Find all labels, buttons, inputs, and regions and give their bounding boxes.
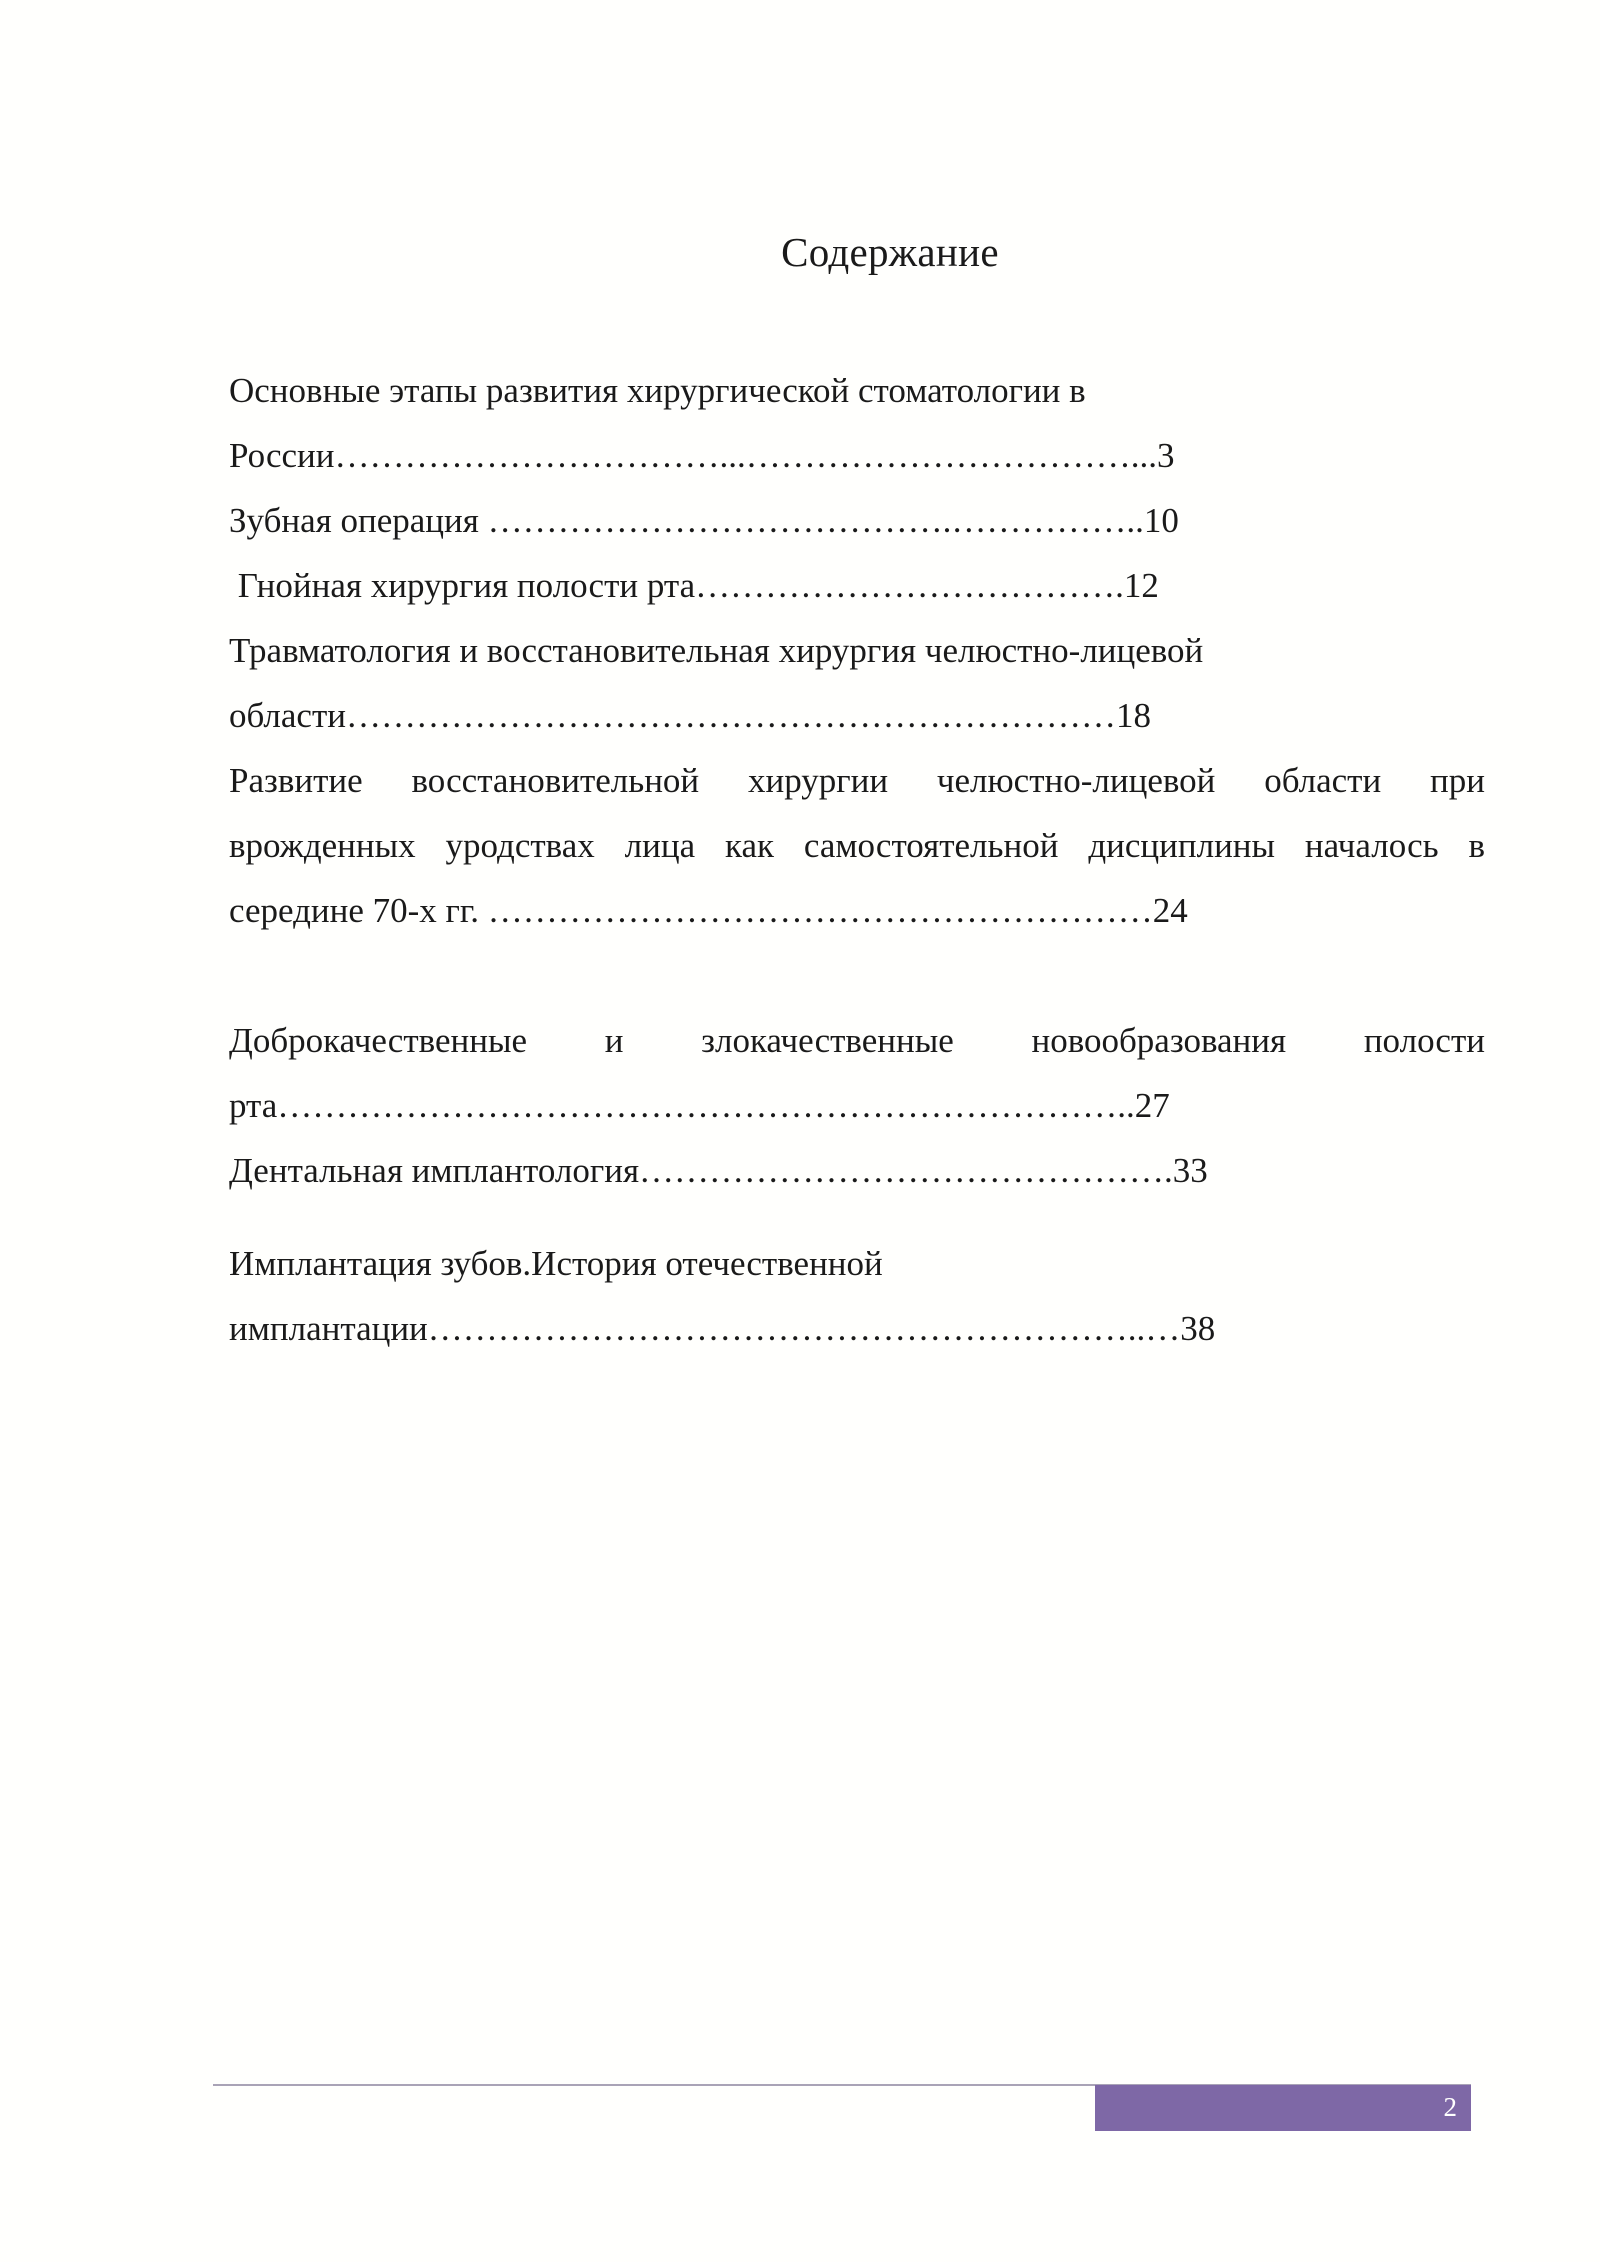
toc-line: Травматология и восстановительная хирургия челюстно-лицевой — [229, 631, 1204, 670]
page-title: Содержание — [781, 229, 999, 275]
toc-entry-3 — [229, 553, 1485, 618]
toc-line: Основные этапы развития хирургической стоматологии в — [229, 371, 1086, 410]
toc-line: врожденных уродствах лица как самостоятельной дисциплины началось в — [229, 826, 1485, 865]
page-number-badge — [1095, 2085, 1471, 2131]
toc-line: Зубная операция ………………………………….……………..10 — [229, 501, 1179, 540]
toc-entry-1 — [229, 358, 1485, 488]
toc-entry-5 — [229, 748, 1485, 943]
toc-line: рта………………………………………………………………..27 — [229, 1086, 1170, 1125]
toc-entry-7 — [229, 1138, 1485, 1203]
toc-line: Дентальная имплантология……………………………………….33 — [229, 1151, 1208, 1190]
toc-line: России……………………………...……………………………...3 — [229, 436, 1175, 475]
toc-entry-2 — [229, 488, 1485, 553]
toc-line: области…………………………………………………………18 — [229, 696, 1151, 735]
toc-entry-6 — [229, 1008, 1485, 1138]
toc-line: Гнойная хирургия полости рта……………………………….12 — [229, 566, 1159, 605]
toc-line: Имплантация зубов.История отечественной — [229, 1244, 883, 1283]
page-number: 2 — [1443, 2092, 1457, 2122]
toc-entry-4 — [229, 618, 1485, 748]
toc-entry-8 — [229, 1231, 1485, 1361]
toc-line: середине 70-х гг. …………………………………………………24 — [229, 891, 1188, 930]
toc-line: имплантации……………………………………………………..…38 — [229, 1309, 1216, 1348]
toc-line: Развитие восстановительной хирургии челюстно-лицевой области при — [229, 761, 1485, 800]
toc-line: Доброкачественные и злокачественные новообразования полости — [229, 1021, 1485, 1060]
